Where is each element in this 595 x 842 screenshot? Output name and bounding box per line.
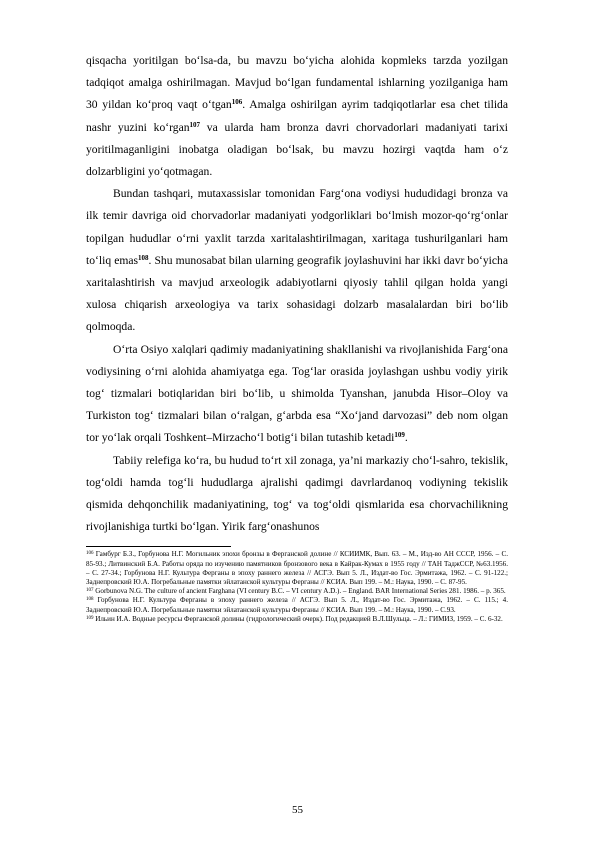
paragraph — [86, 339, 508, 450]
paragraph — [86, 183, 508, 338]
paragraph — [86, 450, 508, 539]
footnote-ref: 106 — [231, 98, 243, 107]
footnotes — [86, 550, 508, 624]
page-body — [86, 50, 508, 624]
footnote — [86, 596, 508, 614]
footnote-divider — [86, 546, 231, 547]
footnote — [86, 587, 508, 596]
text-run: . Amalga oshirilgan ayrim tadqiqotlarlar esa chet tilida nashr yuzini ko‘rgan — [86, 98, 508, 134]
footnote-text: Ильин И.А. Водные ресурсы Ферганской долины (гидрологический очерк). Под редакцией В.Л.Шульца. – Л.: ГИМИЗ, 1959. – С. 6-32. — [93, 614, 503, 623]
page-number: 55 — [292, 804, 303, 816]
footnote — [86, 550, 508, 587]
footnote-number: 109 — [86, 615, 94, 621]
footnote-text: Gorbunova N.G. The culture of ancient Farghana (VI century B.C. – VI century A.D.). – England. BAR International Series 281. 1986. – p. 365. — [93, 587, 506, 596]
text-run: Tabiiy relefiga ko‘ra, bu hudud to‘rt xil zonaga, ya’ni markaziy cho‘l-sahro, tekislik, tog‘oldi hamda tog‘li hududlarga ajralishi qadimgi davrlardanoq vodiyning tekislik qismida dehqonchilik madaniyatining, tog‘ va tog‘oldi qismlarida esa chorvachilikning rivojlanishiga turtki bo‘lgan. Yirik farg‘onashunos — [86, 453, 508, 534]
footnote-ref: 107 — [189, 120, 201, 129]
text-run: . Shu munosabat bilan ularning geografik joylashuvini har ikki davr bo‘yicha xaritalashtirish va mavjud arxeologik adabiyotlarni qiyosiy tahlil qilgan holda yangi xulosa chiqarish arxeologiya va tarix sohasidagi dolzarb masalalardan biri bo‘lib qolmoqda. — [86, 253, 508, 334]
footnote-number: 106 — [86, 551, 94, 557]
footnote-ref: 108 — [138, 253, 149, 262]
text-run: Bundan tashqari, mutaxassislar tomonidan Farg‘ona vodiysi hududidagi bronza va ilk temir davriga oid chorvadorlar madaniyati yodgorliklari bo‘lmish mozor-qo‘rg‘onlar topilgan hududlar o‘rni yaxlit tarzda xaritalashtirilmagan, xaritaga tushurilganlari ham to‘liq emas — [86, 187, 508, 267]
footnote-number: 107 — [86, 588, 94, 594]
footnote-text: Горбунова Н.Г. Культура Ферганы в эпоху раннего железа // АСГЭ. Вып 5. Л., Издат-во Гос. Эрмитажа, 1962. – С. 115.; 4. Заднепровский Ю.А. Погребальные памятки эйлатанской культуры Ферганы // КСИА. Вып 199. – М.: Наука, 1990. – С.93. — [86, 596, 508, 614]
text-run: . — [404, 431, 408, 445]
paragraph — [86, 50, 508, 183]
text-run: O‘rta Osiyo xalqlari qadimiy madaniyatining shakllanishi va rivojlanishida Farg‘ona vodiysining o‘rni alohida ahamiyatga ega. Tog‘lar orasida joylashgan ushbu vodiy yirik tog‘ tizmalari botiqlaridan biri bo‘lib, u shimolda Tyanshan, janubda Hisor–Oloy va Turkiston tog‘ tizmalari bilan o‘ralgan, g‘arbda esa “Xo‘jand darvozasi” deb nom olgan tor yo‘lak orqali Toshkent–Mirzacho‘l botig‘i bilan tutashib ketadi — [86, 342, 508, 445]
footnote-ref: 109 — [394, 431, 405, 440]
text-run: va ularda ham bronza davri chorvadorlari madaniyati tarixi yoritilmaganligini inobatga oladigan bo‘lsak, bu mavzu hozirgi vaqtda ham o‘z dolzarbligini yo‘qotmagan. — [86, 120, 508, 179]
footnote-text: Гамбург Б.З., Горбунова Н.Г. Могильник эпохи бронзы в Ферганской долине // КСИИМК, Вып. 63. – М., Изд-во АН СССР, 1956. – С. 85-93.; Литвинский Б.А. Работы оряда по изучению памятников бронзового века в Кайрак-Кумах в 1955 году // ТАН ТаджССР, №63.1956. – С. 27-34.; Горбунова Н.Г. Культура Ферганы в эпоху раннего железа // АСГЭ. Вып 5. Л., Издат-во Гос. Эрмитажа, 1962. – С. 91-122.; Заднепровский Ю.А. Погребальные памятки эйлатанской культуры Ферганы // КСИА. Вып 199. – М.: Наука, 1990. – С. 87-95. — [86, 550, 508, 587]
footnote — [86, 615, 508, 624]
main-text — [86, 50, 508, 538]
footnote-number: 108 — [86, 597, 94, 603]
text-run: qisqacha yoritilgan bo‘lsa-da, bu mavzu bo‘yicha alohida kopmleks tarzda yozilgan tadqiqot amalga oshirilmagan. Mavjud bo‘lgan fundamental ishlarning yozilganiga ham 30 yildan ko‘proq vaqt o‘tgan — [86, 54, 508, 112]
